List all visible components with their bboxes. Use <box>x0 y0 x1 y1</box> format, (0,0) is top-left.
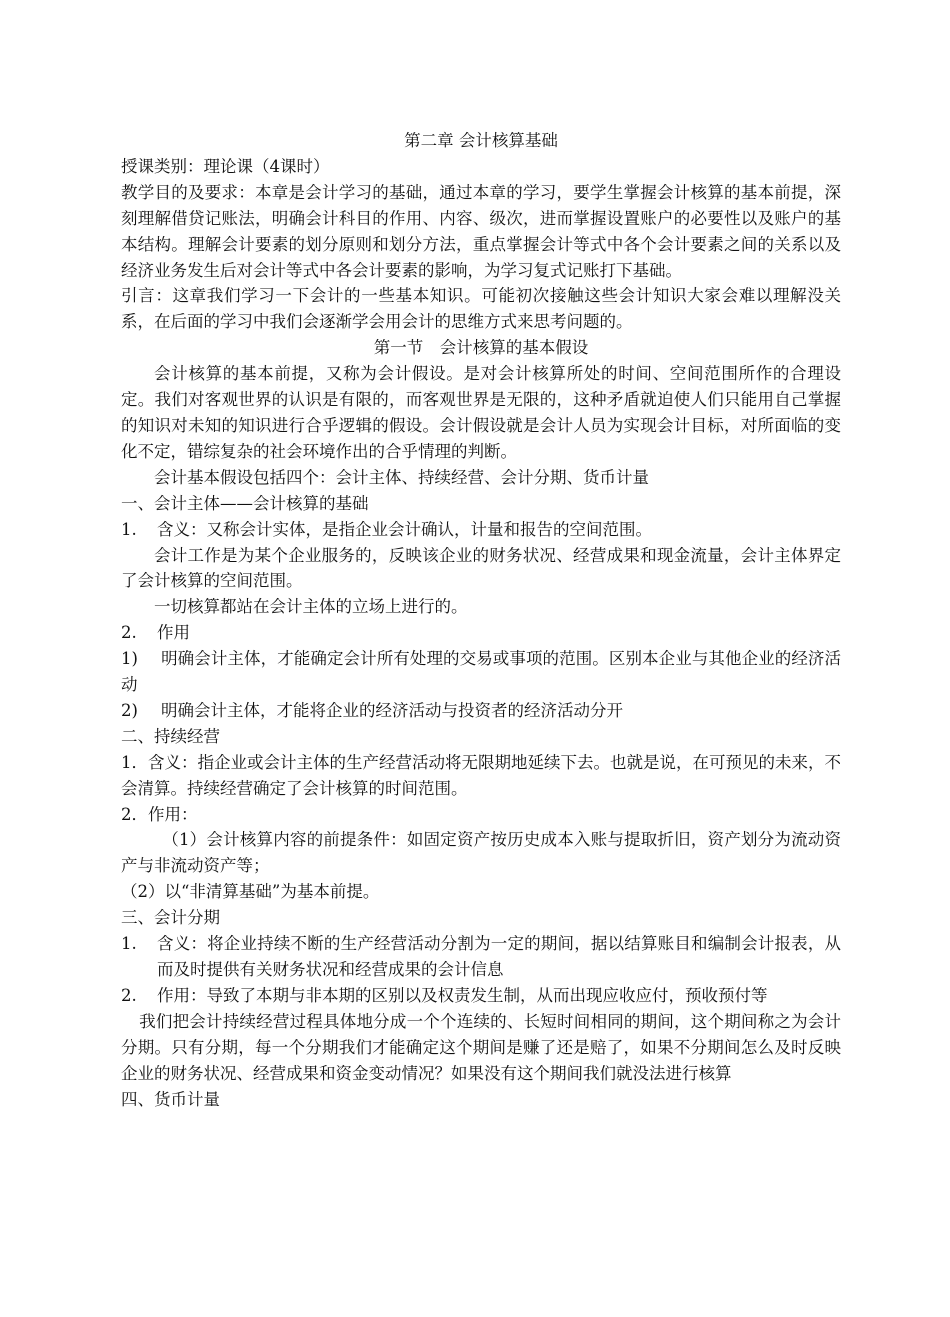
sub-list-text: 明确会计主体，才能将企业的经济活动与投资者的经济活动分开 <box>161 700 623 720</box>
heading-going-concern: 二、持续经营 <box>121 726 220 746</box>
heading-accounting-period: 三、会计分期 <box>121 908 220 928</box>
sub-list-item <box>121 698 841 724</box>
section-title: 第一节 会计核算的基本假设 <box>373 338 589 358</box>
paragraph: 一切核算都站在会计主体的立场上进行的。 <box>154 597 468 617</box>
list-item <box>121 517 841 543</box>
list-number: 2. <box>121 623 137 643</box>
paragraph: 1．含义：指企业或会计主体的生产经营活动将无限期地延续下去。也就是说，在可预见的未来，不会清算。持续经营确定了会计核算的时间范围。 <box>121 752 841 798</box>
list-number: 2. <box>121 985 137 1005</box>
list-text: 含义：又称会计实体，是指企业会计确认，计量和报告的空间范围。 <box>157 519 652 539</box>
chapter-title: 第二章 会计核算基础 <box>404 131 558 150</box>
teaching-objectives: 教学目的及要求：本章是会计学习的基础，通过本章的学习，要学生掌握会计核算的基本前提，深刻理解借贷记账法，明确会计科目的作用、内容、级次，进而掌握设置账户的必要性以及账户的基本结构。理解会计要素的划分原则和划分方法，重点掌握会计等式中各个会计要素之间的关系以及经济业务发生后对会计等式中各会计要素的影响，为学习复式记账打下基础。 <box>121 182 841 280</box>
list-item <box>121 620 841 646</box>
list-item <box>121 931 841 983</box>
document-page <box>121 128 841 1112</box>
list-text: 作用 <box>157 623 190 643</box>
sub-list-number: 1) <box>121 649 138 669</box>
paragraph: 2．作用： <box>121 804 198 824</box>
list-number: 1. <box>121 519 137 539</box>
list-text: 作用：导致了本期与非本期的区别以及权责发生制，从而出现应收应付，预收预付等 <box>157 985 768 1005</box>
list-number: 1. <box>121 934 137 954</box>
section-paragraph: 会计基本假设包括四个：会计主体、持续经营、会计分期、货币计量 <box>154 467 649 487</box>
paragraph: 会计工作是为某个企业服务的，反映该企业的财务状况、经营成果和现金流量，会计主体界定了会计核算的空间范围。 <box>121 545 841 591</box>
sub-list-number: 2) <box>121 700 138 720</box>
list-text: 含义：将企业持续不断的生产经营活动分割为一定的期间，据以结算账目和编制会计报表，从而及时提供有关财务状况和经营成果的会计信息 <box>157 934 841 979</box>
paragraph: 我们把会计持续经营过程具体地分成一个个连续的、长短时间相同的期间，这个期间称之为会计分期。只有分期，每一个分期我们才能确定这个期间是赚了还是赔了，如果不分期间怎么及时反映企业的财务状况、经营成果和资金变动情况？如果没有这个期间我们就没法进行核算 <box>121 1011 841 1083</box>
sub-list-text: 明确会计主体，才能确定会计所有处理的交易或事项的范围。区别本企业与其他企业的经济活动 <box>121 649 841 695</box>
paragraph: （2）以“非清算基础”为基本前提。 <box>121 882 380 902</box>
sub-list-item <box>121 646 841 698</box>
section-paragraph: 会计核算的基本前提，又称为会计假设。是对会计核算所处的时间、空间范围所作的合理设定。我们对客观世界的认识是有限的，而客观世界是无限的，这种矛盾就迫使人们只能用自己掌握的知识对未知的知识进行合乎逻辑的假设。会计假设就是会计人员为实现会计目标，对所面临的变化不定，错综复杂的社会环境作出的合乎情理的判断。 <box>121 364 841 461</box>
paragraph: （1）会计核算内容的前提条件：如固定资产按历史成本入账与提取折旧，资产划分为流动资产与非流动资产等； <box>121 830 841 876</box>
lesson-type: 授课类别：理论课（4课时） <box>121 156 330 176</box>
list-item <box>121 983 841 1009</box>
introduction: 引言：这章我们学习一下会计的一些基本知识。可能初次接触这些会计知识大家会难以理解没关系，在后面的学习中我们会逐渐学会用会计的思维方式来思考问题的。 <box>121 286 841 332</box>
heading-monetary-measurement: 四、货币计量 <box>121 1089 220 1109</box>
heading-accounting-entity: 一、会计主体——会计核算的基础 <box>121 493 369 513</box>
